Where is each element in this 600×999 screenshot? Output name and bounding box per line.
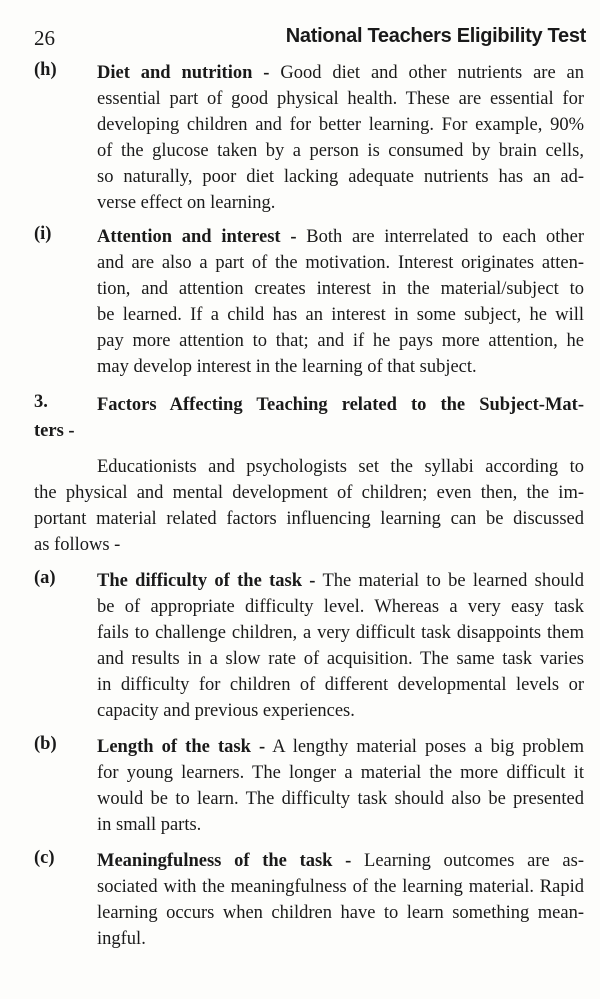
text-line: may develop interest in the learning of that subject.: [97, 357, 477, 377]
text-line: in difficulty for children of different developmental levels or: [97, 675, 584, 695]
text-line: portant material related factors influencing learning can be discussed: [34, 509, 584, 529]
text-line: pay more attention to that; and if he pays more attention, he: [97, 331, 584, 351]
text-line: [97, 60, 584, 86]
text-line: in small parts.: [97, 815, 202, 835]
item-text: Good diet and other nutrients are an: [269, 63, 585, 83]
section-number: 3.: [34, 392, 48, 412]
item-heading: Diet and nutrition -: [97, 63, 270, 83]
item-heading: Length of the task -: [97, 737, 266, 757]
text-line: [97, 568, 584, 594]
item-label: (a): [34, 568, 56, 588]
text-line: [97, 734, 584, 760]
text-line: as follows -: [34, 535, 121, 555]
text-line: be learned. If a child has an interest in some subject, he will: [97, 305, 584, 325]
item-label: (i): [34, 224, 52, 244]
text-line: be of appropriate difficulty level. Whereas a very easy task: [97, 597, 584, 617]
text-line: and results in a slow rate of acquisition. The same task varies: [97, 649, 584, 669]
text-line: [97, 224, 584, 250]
text-line: for young learners. The longer a material the more difficult it: [97, 763, 584, 783]
item-label: (c): [34, 848, 55, 868]
text-line: sociated with the meaningfulness of the learning material. Rapid: [97, 877, 584, 897]
text-line: Educationists and psychologists set the syllabi according to: [97, 457, 584, 477]
item-heading: Attention and interest -: [97, 227, 297, 247]
text-line: developing children and for better learning. For example, 90%: [97, 115, 584, 135]
item-text: Both are interrelated to each other: [296, 227, 584, 247]
item-heading: Meaningfulness of the task -: [97, 851, 352, 871]
text-line: would be to learn. The difficulty task should also be presented: [97, 789, 584, 809]
text-line: learning occurs when children have to learn something mean-: [97, 903, 584, 923]
item-label: (h): [34, 60, 57, 80]
text-line: ingful.: [97, 929, 146, 949]
text-line: so naturally, poor diet lacking adequate nutrients has an ad-: [97, 167, 584, 187]
text-line: verse effect on learning.: [97, 193, 276, 213]
text-line: of the glucose taken by a person is consumed by brain cells,: [97, 141, 584, 161]
item-heading: The difficulty of the task -: [97, 571, 316, 591]
section-title-line: ters -: [34, 421, 75, 441]
section-title-line: Factors Affecting Teaching related to the Subject-Mat-: [97, 395, 584, 415]
text-line: fails to challenge children, a very difficult task disappoints them: [97, 623, 584, 643]
text-line: and are also a part of the motivation. Interest originates atten-: [97, 253, 584, 273]
item-text: Learning outcomes are as-: [351, 851, 584, 871]
running-title: National Teachers Eligibility Test: [285, 25, 586, 47]
text-line: essential part of good physical health. These are essential for: [97, 89, 584, 109]
page-number: 26: [34, 26, 55, 50]
text-line: capacity and previous experiences.: [97, 701, 355, 721]
text-line: tion, and attention creates interest in the material/subject to: [97, 279, 584, 299]
text-line: [97, 848, 584, 874]
item-text: A lengthy material poses a big problem: [265, 737, 585, 757]
item-label: (b): [34, 734, 57, 754]
text-line: the physical and mental development of children; even then, the im-: [34, 483, 584, 503]
item-text: The material to be learned should: [315, 571, 584, 591]
